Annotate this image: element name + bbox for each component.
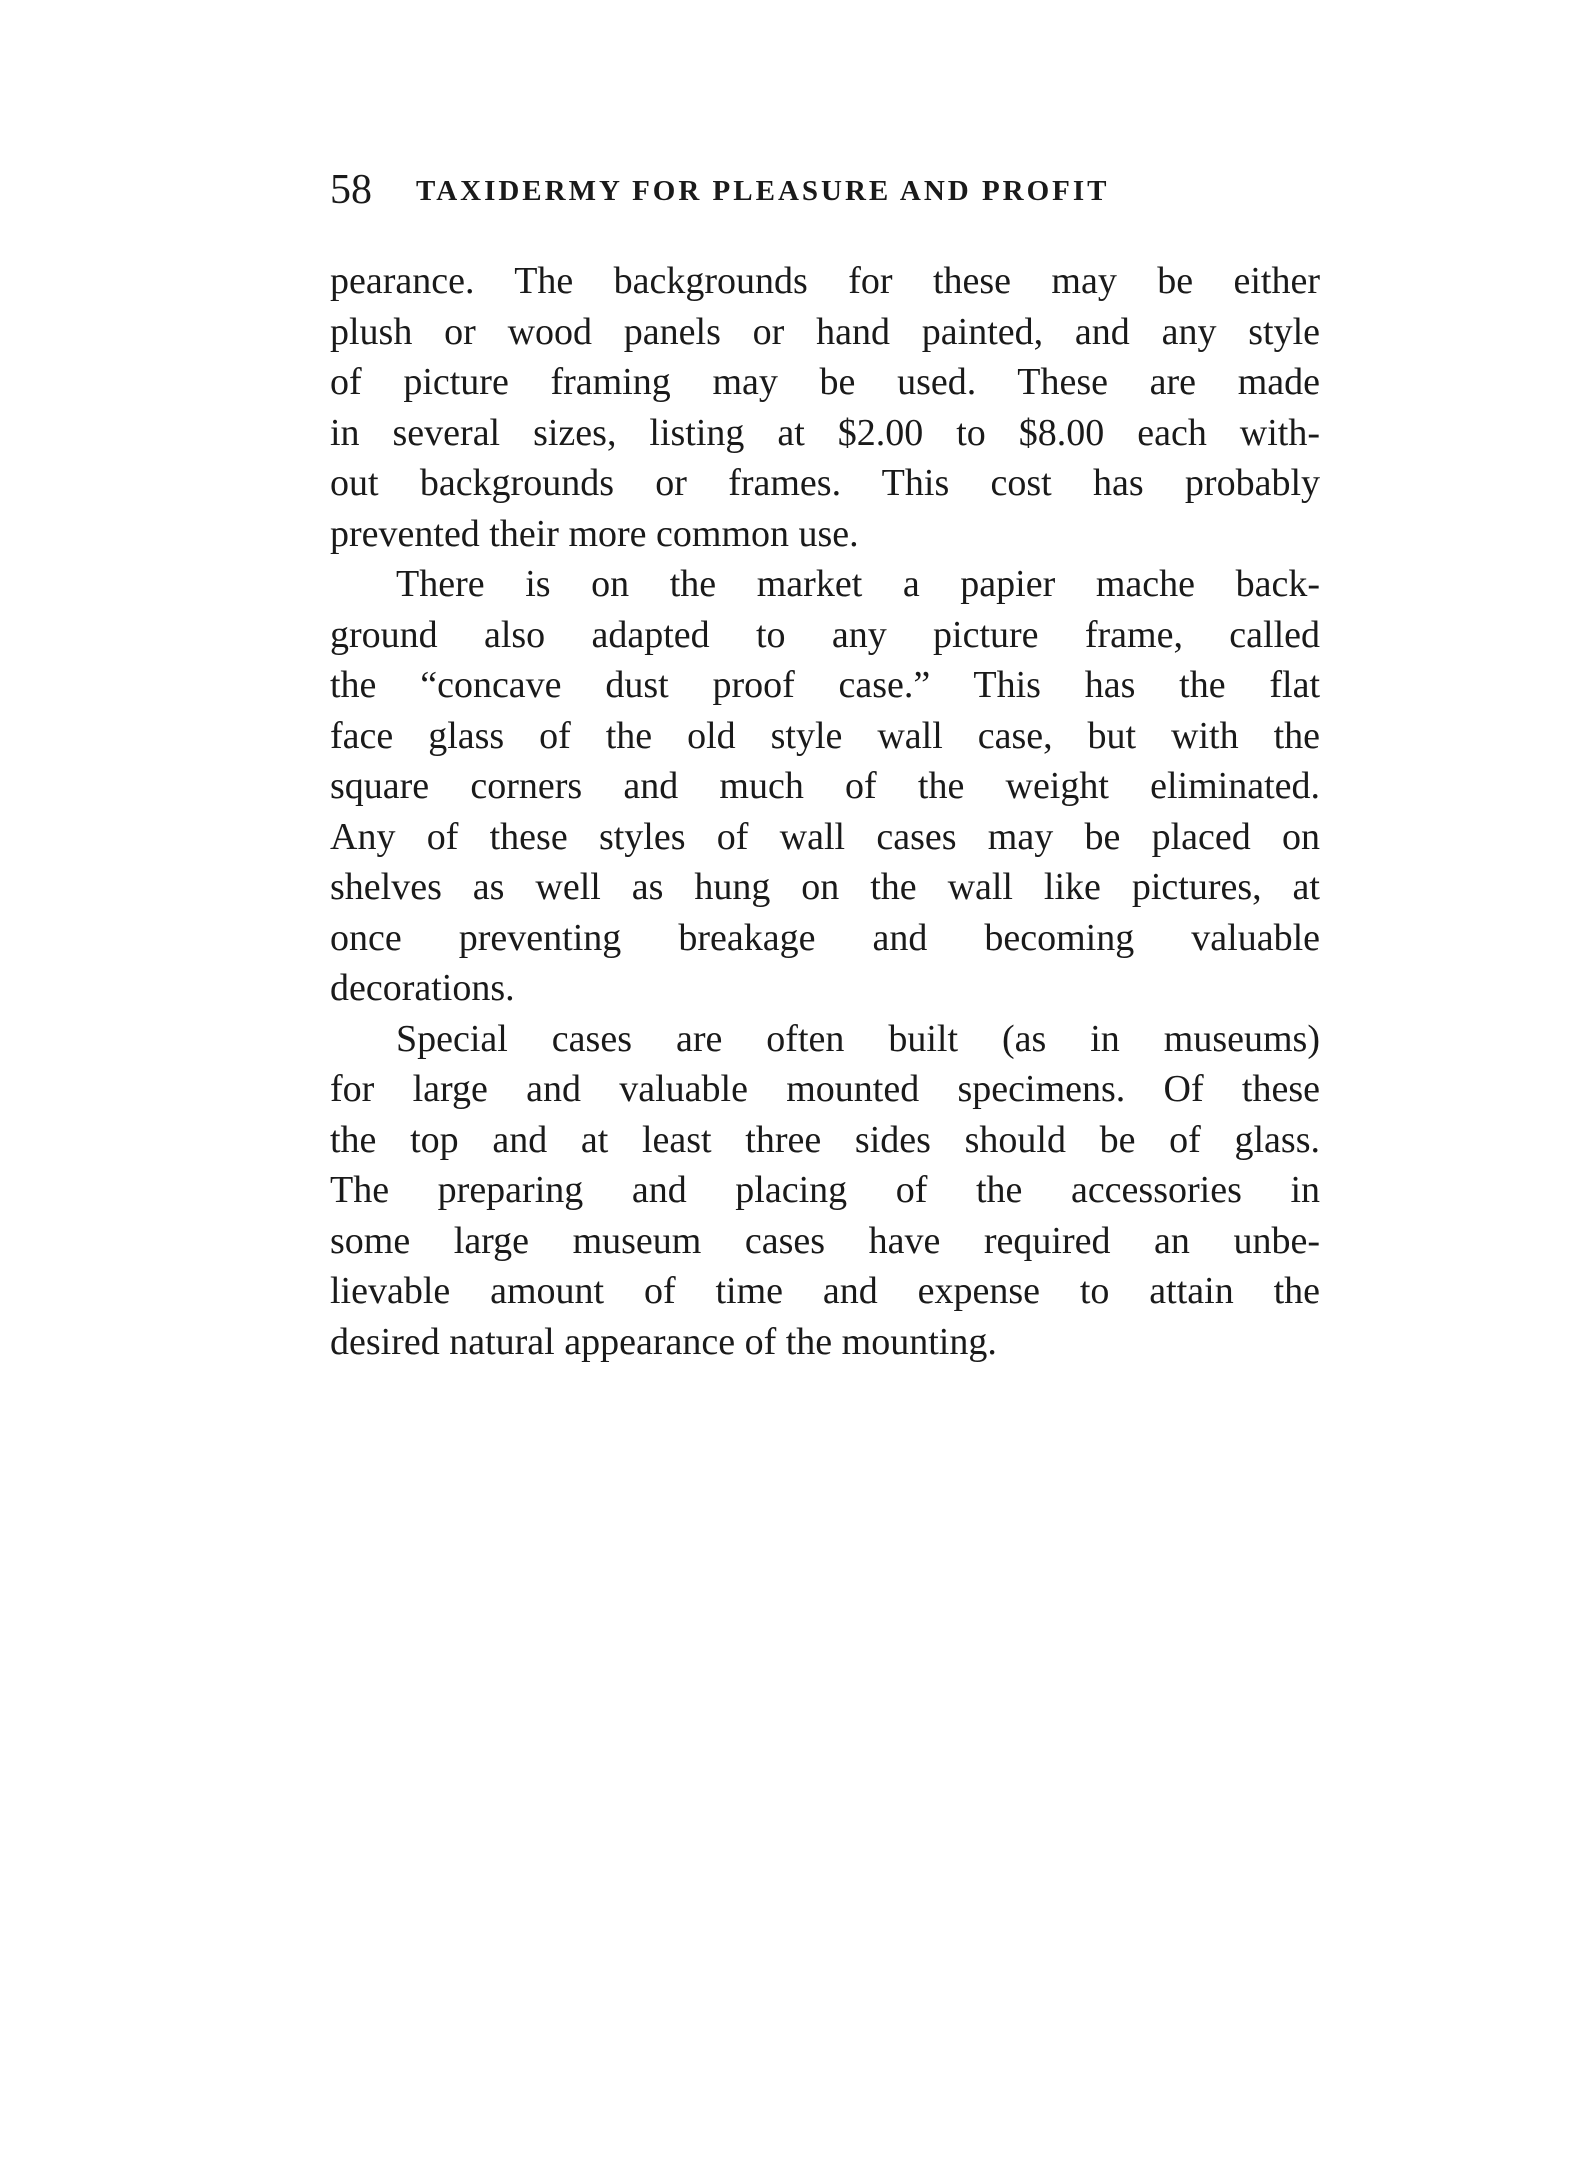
text-line: for large and valuable mounted specimens. Of these — [330, 1068, 1320, 1110]
text-line: The preparing and placing of the accessories in — [330, 1169, 1320, 1211]
text-line: the “concave dust proof case.” This has the flat — [330, 664, 1320, 706]
text-line: in several sizes, listing at $2.00 to $8.00 each with- — [330, 411, 1320, 454]
text-line: pearance. The backgrounds for these may be either — [330, 260, 1320, 302]
running-head — [330, 160, 1320, 220]
paragraph-1 — [330, 256, 1320, 559]
text-line: once preventing breakage and becoming valuable — [330, 916, 1320, 959]
text-line: shelves as well as hung on the wall like pictures, at — [330, 866, 1320, 908]
text-line: decorations. — [330, 967, 515, 1009]
text-line: some large museum cases have required an unbe- — [330, 1219, 1320, 1262]
text-line: of picture framing may be used. These are made — [330, 361, 1320, 403]
paragraph-2 — [330, 559, 1320, 1014]
body-text — [330, 256, 1320, 1367]
paragraph-3 — [330, 1014, 1320, 1368]
text-line: plush or wood panels or hand painted, and any style — [330, 310, 1320, 353]
text-line: Special cases are often built (as in museums) — [396, 1017, 1320, 1060]
text-line: Any of these styles of wall cases may be placed on — [330, 815, 1320, 858]
text-line: desired natural appearance of the mounting. — [330, 1320, 997, 1363]
text-line: ground also adapted to any picture frame, called — [330, 613, 1320, 656]
text-line: lievable amount of time and expense to attain the — [330, 1270, 1320, 1312]
page-number: 58 — [330, 167, 372, 213]
text-line: There is on the market a papier mache back- — [396, 563, 1320, 605]
text-line: prevented their more common use. — [330, 512, 859, 555]
text-line: face glass of the old style wall case, but with the — [330, 714, 1320, 757]
text-line: out backgrounds or frames. This cost has probably — [330, 462, 1320, 504]
running-title: TAXIDERMY FOR PLEASURE AND PROFIT — [416, 175, 1110, 207]
text-line: square corners and much of the weight eliminated. — [330, 765, 1320, 807]
text-line: the top and at least three sides should be of glass. — [330, 1118, 1320, 1161]
